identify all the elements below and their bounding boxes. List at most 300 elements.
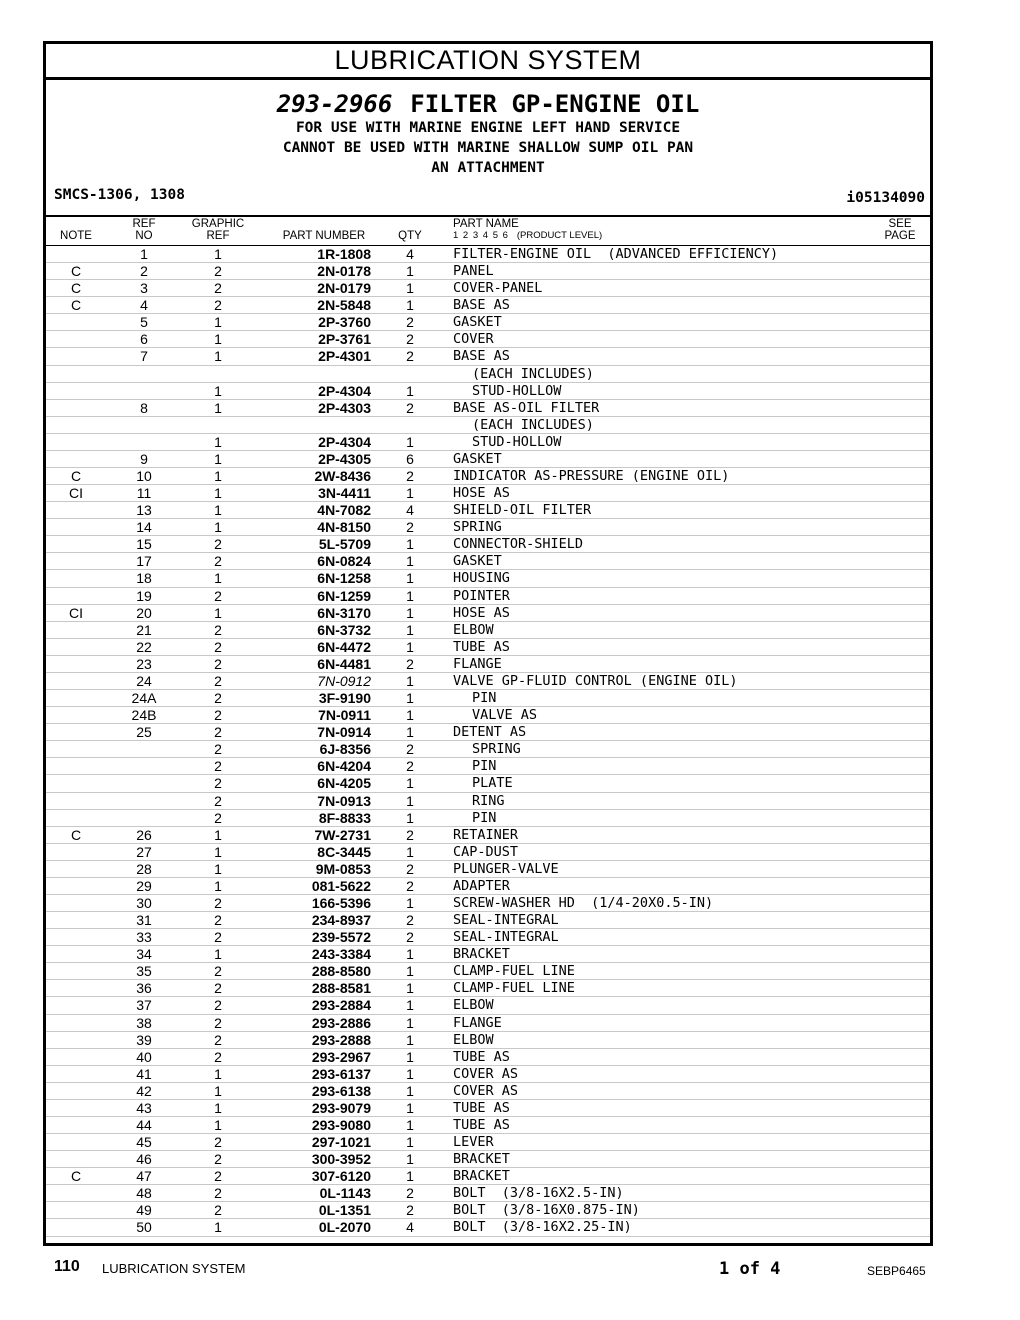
ref-number-cell: 17 — [136, 553, 152, 570]
ref-number-cell: 9 — [140, 450, 148, 467]
part-name-cell: BRACKET — [453, 1168, 510, 1185]
part-name-cell: SCREW-WASHER HD (1/4-20X0.5-IN) — [453, 894, 714, 911]
part-name-cell: SPRING — [453, 519, 502, 536]
qty-cell: 1 — [406, 485, 414, 502]
note-cell: C — [70, 280, 82, 297]
table-row — [46, 793, 930, 810]
part-number-cell: 8F-8833 — [318, 809, 371, 826]
part-name-cell: ELBOW — [453, 997, 494, 1014]
graphic-ref-cell: 2 — [214, 690, 222, 707]
part-number-cell: 293-2888 — [311, 1031, 371, 1048]
part-number-cell: 293-6138 — [311, 1082, 371, 1099]
graphic-ref-cell: 2 — [214, 758, 222, 775]
part-number-cell: 2N-5848 — [317, 297, 371, 314]
part-number-cell: 9M-0853 — [315, 860, 371, 877]
qty-cell: 1 — [406, 1065, 414, 1082]
qty-cell: 1 — [406, 1134, 414, 1151]
ref-number-cell: 50 — [136, 1219, 152, 1236]
col-part-name: PART NAME — [453, 218, 519, 230]
table-row — [46, 400, 930, 417]
part-number-cell: 7N-0914 — [317, 724, 371, 741]
graphic-ref-cell: 1 — [214, 877, 222, 894]
qty-cell: 2 — [406, 399, 414, 416]
graphic-ref-cell: 2 — [214, 263, 222, 280]
table-row — [46, 553, 930, 570]
ref-number-cell: 39 — [136, 1031, 152, 1048]
table-row — [46, 605, 930, 622]
part-name-cell: CONNECTOR-SHIELD — [453, 536, 584, 553]
part-name-cell: BOLT (3/8-16X2.5-IN) — [453, 1185, 624, 1202]
ref-number-cell: 24B — [131, 707, 157, 724]
qty-cell: 1 — [406, 707, 414, 724]
part-number-cell: 2P-4304 — [318, 433, 371, 450]
table-row — [46, 622, 930, 639]
ref-number-cell: 1 — [140, 246, 148, 262]
qty-cell: 1 — [406, 980, 414, 997]
qty-cell: 1 — [406, 894, 414, 911]
ref-number-cell: 47 — [136, 1168, 152, 1185]
part-number-cell: 081-5622 — [311, 877, 371, 894]
part-name-cell: HOSE AS — [453, 604, 510, 621]
qty-cell: 4 — [406, 1219, 414, 1236]
part-number-cell: 0L-1351 — [318, 1202, 371, 1219]
part-name-cell: COVER AS — [453, 1082, 519, 1099]
part-name-cell: POINTER — [453, 587, 510, 604]
column-headers — [46, 217, 930, 246]
part-number-cell: 243-3384 — [311, 946, 371, 963]
ref-number-cell: 27 — [136, 843, 152, 860]
qty-cell: 2 — [406, 655, 414, 672]
graphic-ref-cell: 1 — [214, 570, 222, 587]
ref-number-cell: 34 — [136, 946, 152, 963]
table-row — [46, 348, 930, 365]
qty-cell: 1 — [406, 433, 414, 450]
graphic-ref-cell: 1 — [214, 843, 222, 860]
graphic-ref-cell: 1 — [214, 348, 222, 365]
table-row — [46, 673, 930, 690]
table-row — [46, 1219, 930, 1236]
col-see-bottom: PAGE — [884, 230, 916, 242]
part-name-cell: BASE AS-OIL FILTER — [453, 399, 600, 416]
graphic-ref-cell: 1 — [214, 485, 222, 502]
table-row — [46, 758, 930, 775]
table-row — [46, 827, 930, 844]
ref-number-cell: 36 — [136, 980, 152, 997]
ref-number-cell: 31 — [136, 912, 152, 929]
graphic-ref-cell: 1 — [214, 1082, 222, 1099]
qty-cell: 1 — [406, 809, 414, 826]
part-name-cell: HOUSING — [453, 570, 510, 587]
graphic-ref-cell: 2 — [214, 707, 222, 724]
col-product-level — [453, 230, 602, 242]
table-row — [46, 434, 930, 451]
part-name-cell: TUBE AS — [453, 638, 510, 655]
part-number-cell: 239-5572 — [311, 929, 371, 946]
table-row — [46, 331, 930, 348]
ref-number-cell: 15 — [136, 536, 152, 553]
ref-number-cell: 43 — [136, 1099, 152, 1116]
table-row — [46, 707, 930, 724]
graphic-ref-cell: 2 — [214, 587, 222, 604]
ref-number-cell: 14 — [136, 519, 152, 536]
graphic-ref-cell: 2 — [214, 553, 222, 570]
graphic-ref-cell: 1 — [214, 246, 222, 262]
part-number-cell: 5L-5709 — [318, 536, 371, 553]
part-name-cell: FLANGE — [453, 1014, 502, 1031]
graphic-ref-cell: 1 — [214, 433, 222, 450]
note-cell: C — [70, 468, 82, 485]
part-number-cell: 6N-1258 — [317, 570, 371, 587]
ref-number-cell: 8 — [140, 399, 148, 416]
part-number-cell: 8C-3445 — [317, 843, 371, 860]
part-number-cell: 0L-1143 — [319, 1185, 371, 1202]
col-ref-top: REF — [132, 218, 156, 230]
ref-number-cell: 4 — [140, 297, 148, 314]
qty-cell: 1 — [406, 724, 414, 741]
table-row — [46, 570, 930, 587]
qty-cell: 1 — [406, 638, 414, 655]
col-graphic-ref-bottom: REF — [206, 230, 230, 242]
col-graphic-ref-top: GRAPHIC — [191, 218, 245, 230]
part-name-cell: GASKET — [453, 314, 502, 331]
graphic-ref-cell: 1 — [214, 1116, 222, 1133]
ref-number-cell: 44 — [136, 1116, 152, 1133]
part-number-cell: 7N-0912 — [317, 672, 371, 689]
table-row — [46, 656, 930, 673]
table-row — [46, 1100, 930, 1117]
ref-number-cell: 25 — [136, 724, 152, 741]
part-number-cell: 293-9080 — [311, 1116, 371, 1133]
part-number-cell: 297-1021 — [311, 1134, 371, 1151]
note-cell: CI — [69, 604, 83, 621]
part-name-cell: INDICATOR AS-PRESSURE (ENGINE OIL) — [453, 468, 730, 485]
table-row — [46, 536, 930, 553]
ref-number-cell: 40 — [136, 1048, 152, 1065]
part-name-cell: PIN — [472, 758, 497, 775]
table-row — [46, 1049, 930, 1066]
part-name-cell: PLUNGER-VALVE — [453, 860, 559, 877]
qty-cell: 1 — [406, 263, 414, 280]
table-row — [46, 861, 930, 878]
part-number-cell: 300-3952 — [311, 1151, 371, 1168]
ref-number-cell: 23 — [136, 655, 152, 672]
qty-cell: 1 — [406, 997, 414, 1014]
qty-cell: 1 — [406, 382, 414, 399]
qty-cell: 1 — [406, 1048, 414, 1065]
part-name-cell: ELBOW — [453, 621, 494, 638]
part-name-cell: ADAPTER — [453, 877, 510, 894]
qty-cell: 2 — [406, 877, 414, 894]
qty-cell: 2 — [406, 314, 414, 331]
table-row — [46, 1134, 930, 1151]
graphic-ref-cell: 2 — [214, 672, 222, 689]
smcs-code: SMCS-1306, 1308 — [54, 187, 185, 203]
col-see-top: SEE — [888, 218, 912, 230]
table-row — [46, 878, 930, 895]
note-cell: CI — [69, 485, 83, 502]
table-row — [46, 519, 930, 536]
table-row — [46, 912, 930, 929]
table-row — [46, 588, 930, 605]
part-number-cell: 6N-4205 — [317, 775, 371, 792]
qty-cell: 1 — [406, 1014, 414, 1031]
part-number-cell: 4N-8150 — [317, 519, 371, 536]
table-row — [46, 366, 930, 383]
table-row — [46, 1202, 930, 1219]
part-number-cell: 2P-4305 — [318, 450, 371, 467]
ref-number-cell: 35 — [136, 963, 152, 980]
part-name-cell: BOLT (3/8-16X2.25-IN) — [453, 1219, 632, 1236]
parts-table — [46, 246, 930, 1237]
col-part-number: PART NUMBER — [282, 230, 366, 242]
graphic-ref-cell: 1 — [214, 860, 222, 877]
footer-page-number: 110 — [54, 1258, 80, 1275]
part-name-cell: PIN — [472, 690, 497, 707]
table-row — [46, 1083, 930, 1100]
graphic-ref-cell: 2 — [214, 1168, 222, 1185]
table-row — [46, 929, 930, 946]
table-row — [46, 1185, 930, 1202]
footer-page-of: 1 of 4 — [719, 1259, 781, 1279]
part-number-cell: 2P-4303 — [318, 399, 371, 416]
part-name-cell: PIN — [472, 809, 497, 826]
ref-number-cell: 13 — [136, 502, 152, 519]
part-name-cell: VALVE AS — [472, 707, 538, 724]
ref-number-cell: 7 — [140, 348, 148, 365]
ref-number-cell: 30 — [136, 894, 152, 911]
ref-number-cell: 28 — [136, 860, 152, 877]
group-note-3: AN ATTACHMENT — [431, 160, 545, 176]
ref-number-cell: 19 — [136, 587, 152, 604]
part-number-cell: 6J-8356 — [319, 741, 371, 758]
ref-number-cell: 18 — [136, 570, 152, 587]
qty-cell: 1 — [406, 792, 414, 809]
qty-cell: 1 — [406, 604, 414, 621]
graphic-ref-cell: 2 — [214, 621, 222, 638]
graphic-ref-cell: 2 — [214, 997, 222, 1014]
part-number-cell: 293-2884 — [311, 997, 371, 1014]
qty-cell: 2 — [406, 1185, 414, 1202]
graphic-ref-cell: 2 — [214, 536, 222, 553]
part-name-cell: STUD-HOLLOW — [472, 433, 562, 450]
table-row — [46, 741, 930, 758]
table-row — [46, 263, 930, 280]
ref-number-cell: 48 — [136, 1185, 152, 1202]
part-number-cell: 7N-0913 — [317, 792, 371, 809]
ref-number-cell: 22 — [136, 638, 152, 655]
table-row — [46, 844, 930, 861]
ref-number-cell: 42 — [136, 1082, 152, 1099]
part-name-cell: GASKET — [453, 553, 502, 570]
table-row — [46, 417, 930, 434]
graphic-ref-cell: 1 — [214, 502, 222, 519]
graphic-ref-cell: 1 — [214, 331, 222, 348]
graphic-ref-cell: 2 — [214, 809, 222, 826]
part-name-cell: COVER AS — [453, 1065, 519, 1082]
qty-cell: 1 — [406, 672, 414, 689]
qty-cell: 2 — [406, 348, 414, 365]
ref-number-cell: 6 — [140, 331, 148, 348]
footer-section: LUBRICATION SYSTEM — [102, 1261, 246, 1276]
table-row — [46, 997, 930, 1014]
ref-number-cell: 41 — [136, 1065, 152, 1082]
part-name-cell: SPRING — [472, 741, 521, 758]
table-row — [46, 451, 930, 468]
graphic-ref-cell: 2 — [214, 1014, 222, 1031]
part-name-cell: SHIELD-OIL FILTER — [453, 502, 592, 519]
part-number-cell: 293-2886 — [311, 1014, 371, 1031]
part-name-cell: (EACH INCLUDES) — [472, 416, 594, 433]
graphic-ref-cell: 2 — [214, 775, 222, 792]
table-row — [46, 639, 930, 656]
table-row — [46, 775, 930, 792]
part-number-cell: 2P-3760 — [318, 314, 371, 331]
qty-cell: 1 — [406, 621, 414, 638]
graphic-ref-cell: 2 — [214, 792, 222, 809]
qty-cell: 1 — [406, 1116, 414, 1133]
part-number-cell: 307-6120 — [311, 1168, 371, 1185]
parts-list-frame — [43, 41, 933, 1246]
part-number-cell: 2N-0179 — [317, 280, 371, 297]
table-row — [46, 314, 930, 331]
ref-number-cell: 24A — [131, 690, 157, 707]
table-row — [46, 1151, 930, 1168]
graphic-ref-cell: 2 — [214, 894, 222, 911]
part-number-cell: 2P-3761 — [318, 331, 371, 348]
table-row — [46, 690, 930, 707]
part-number-cell: 2W-8436 — [314, 468, 371, 485]
table-row — [46, 485, 930, 502]
table-row — [46, 946, 930, 963]
graphic-ref-cell: 1 — [214, 1219, 222, 1236]
part-name-cell: CAP-DUST — [453, 843, 519, 860]
part-name-cell: STUD-HOLLOW — [472, 382, 562, 399]
qty-cell: 1 — [406, 843, 414, 860]
ref-number-cell: 49 — [136, 1202, 152, 1219]
part-name-cell: TUBE AS — [453, 1048, 510, 1065]
ref-number-cell: 37 — [136, 997, 152, 1014]
graphic-ref-cell: 1 — [214, 399, 222, 416]
group-name: FILTER GP-ENGINE OIL — [410, 90, 700, 118]
part-name-cell: RETAINER — [453, 826, 519, 843]
part-name-cell: GASKET — [453, 450, 502, 467]
graphic-ref-cell: 2 — [214, 980, 222, 997]
part-number-cell: 1R-1808 — [317, 246, 371, 262]
table-row — [46, 895, 930, 912]
ref-number-cell: 5 — [140, 314, 148, 331]
part-name-cell: BRACKET — [453, 1151, 510, 1168]
ref-number-cell: 29 — [136, 877, 152, 894]
graphic-ref-cell: 2 — [214, 929, 222, 946]
part-number-cell: 2N-0178 — [317, 263, 371, 280]
qty-cell: 4 — [406, 246, 414, 262]
graphic-ref-cell: 2 — [214, 912, 222, 929]
level-numbers: 1 2 3 4 5 6 — [453, 230, 509, 241]
ref-number-cell: 38 — [136, 1014, 152, 1031]
group-title — [46, 90, 930, 118]
part-number-cell: 4N-7082 — [317, 502, 371, 519]
part-name-cell: BASE AS — [453, 348, 510, 365]
part-number-cell: 0L-2070 — [318, 1219, 371, 1236]
part-number-cell: 288-8580 — [311, 963, 371, 980]
graphic-ref-cell: 1 — [214, 1099, 222, 1116]
table-row — [46, 468, 930, 485]
qty-cell: 2 — [406, 468, 414, 485]
graphic-ref-cell: 2 — [214, 655, 222, 672]
qty-cell: 2 — [406, 741, 414, 758]
part-name-cell: COVER — [453, 331, 494, 348]
ref-number-cell: 46 — [136, 1151, 152, 1168]
group-part-number: 293-2966 — [276, 90, 393, 118]
note-cell: C — [70, 1168, 82, 1185]
part-number-cell: 234-8937 — [311, 912, 371, 929]
graphic-ref-cell: 1 — [214, 1065, 222, 1082]
part-name-cell: TUBE AS — [453, 1116, 510, 1133]
col-qty: QTY — [398, 230, 422, 242]
part-name-cell: CLAMP-FUEL LINE — [453, 963, 575, 980]
qty-cell: 1 — [406, 963, 414, 980]
qty-cell: 1 — [406, 536, 414, 553]
ref-number-cell: 3 — [140, 280, 148, 297]
qty-cell: 2 — [406, 860, 414, 877]
ref-number-cell: 45 — [136, 1134, 152, 1151]
part-name-cell: PANEL — [453, 263, 494, 280]
qty-cell: 1 — [406, 280, 414, 297]
table-row — [46, 1168, 930, 1185]
table-row — [46, 383, 930, 400]
part-number-cell: 6N-4204 — [317, 758, 371, 775]
qty-cell: 1 — [406, 1031, 414, 1048]
table-row — [46, 1117, 930, 1134]
part-number-cell: 2P-4301 — [318, 348, 371, 365]
part-number-cell: 166-5396 — [311, 894, 371, 911]
table-row — [46, 963, 930, 980]
qty-cell: 2 — [406, 519, 414, 536]
table-row — [46, 1032, 930, 1049]
note-cell: C — [70, 263, 82, 280]
part-name-cell: BOLT (3/8-16X0.875-IN) — [453, 1202, 640, 1219]
graphic-ref-cell: 1 — [214, 604, 222, 621]
graphic-ref-cell: 1 — [214, 314, 222, 331]
graphic-ref-cell: 2 — [214, 724, 222, 741]
table-row — [46, 1066, 930, 1083]
part-name-cell: PLATE — [472, 775, 513, 792]
part-name-cell: SEAL-INTEGRAL — [453, 912, 559, 929]
part-number-cell: 6N-3732 — [317, 621, 371, 638]
qty-cell: 1 — [406, 690, 414, 707]
table-row — [46, 297, 930, 314]
part-name-cell: VALVE GP-FLUID CONTROL (ENGINE OIL) — [453, 672, 738, 689]
product-level-label: (PRODUCT LEVEL) — [516, 230, 603, 241]
part-name-cell: BRACKET — [453, 946, 510, 963]
graphic-ref-cell: 2 — [214, 963, 222, 980]
qty-cell: 1 — [406, 297, 414, 314]
part-name-cell: COVER-PANEL — [453, 280, 543, 297]
qty-cell: 2 — [406, 758, 414, 775]
part-name-cell: FILTER-ENGINE OIL (ADVANCED EFFICIENCY) — [453, 246, 779, 262]
part-number-cell: 7N-0911 — [318, 707, 371, 724]
ref-number-cell: 24 — [136, 672, 152, 689]
graphic-ref-cell: 2 — [214, 741, 222, 758]
qty-cell: 2 — [406, 826, 414, 843]
note-cell: C — [70, 297, 82, 314]
illustration-id: i05134090 — [846, 190, 925, 206]
part-name-cell: SEAL-INTEGRAL — [453, 929, 559, 946]
part-number-cell: 293-2967 — [311, 1048, 371, 1065]
part-number-cell: 6N-4481 — [317, 655, 371, 672]
part-name-cell: LEVER — [453, 1134, 494, 1151]
part-number-cell: 293-9079 — [311, 1099, 371, 1116]
